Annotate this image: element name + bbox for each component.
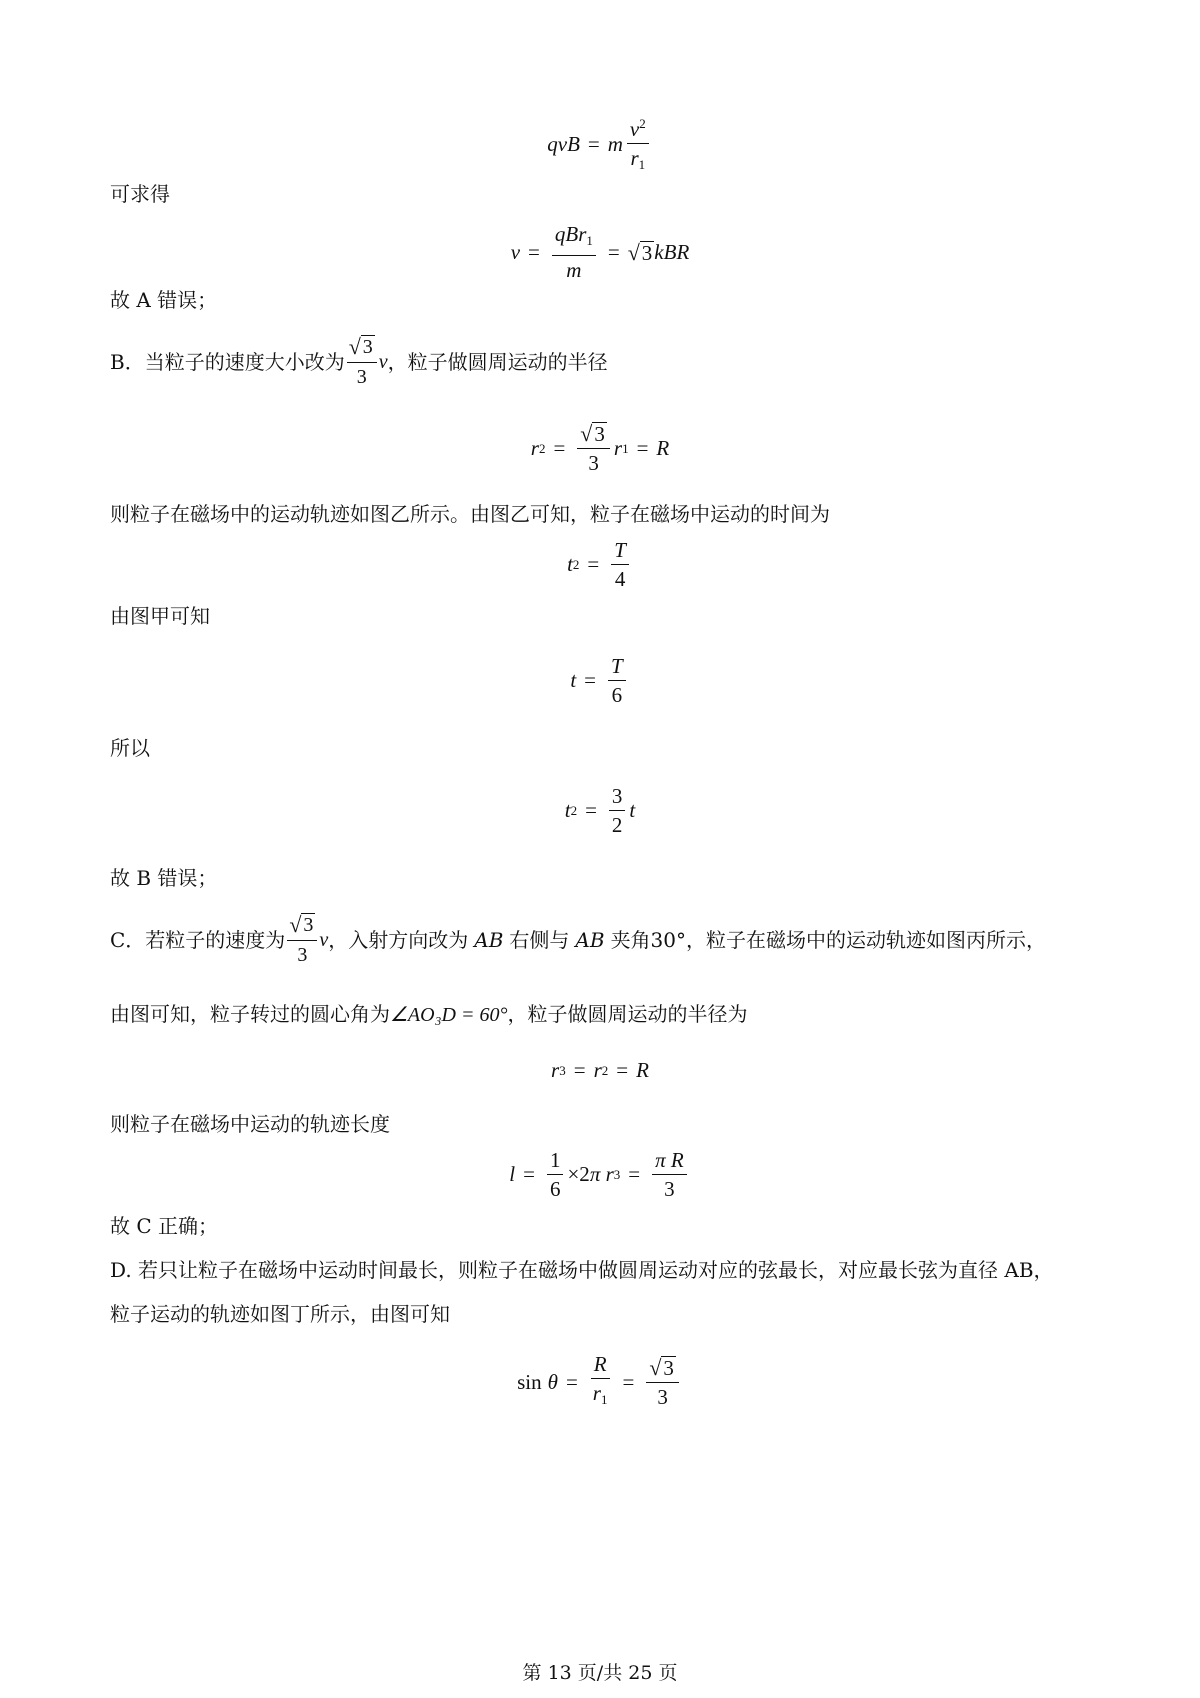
- equation-arc-length: l = $\frac{1}{6}$ ×2 π r 3 = $\frac{\text{π R}}{3}$: [0, 1148, 1200, 1201]
- text-option-c-part1: C．若粒子的速度为: [110, 928, 286, 952]
- text-arc-length: 则粒子在磁场中运动的轨迹长度: [110, 1112, 390, 1136]
- equation-r2: r 2 = √ 3 3 r 1 = R: [530, 421, 670, 475]
- text-option-c-part3: 右侧与: [509, 928, 570, 952]
- text-option-d: D. 若只让粒子在磁场中运动时间最长，则粒子在磁场中做圆周运动对应的弦最长，对应最长弦为直径 AB，: [110, 1258, 1054, 1282]
- text-central-angle-part1: 由图可知，粒子转过的圆心角为: [110, 1002, 390, 1026]
- equation-velocity: v = $\frac{qBr_1}{m}$ = √ 3 kBR: [510, 222, 690, 282]
- text-figure-b: 则粒子在磁场中的运动轨迹如图乙所示。由图乙可知，粒子在磁场中运动的时间为: [110, 502, 830, 526]
- text-figure-d: 粒子运动的轨迹如图丁所示，由图可知: [110, 1302, 450, 1326]
- text-option-b: B．当粒子的速度大小改为 √ 3 3 v ，粒子做圆周运动的半径: [110, 332, 608, 392]
- symbol-ab-2: AB: [575, 928, 605, 952]
- text-option-b-part1: B．当粒子的速度大小改为: [110, 350, 345, 374]
- equation-r3: r 3 = r 2 = R: [551, 1058, 649, 1082]
- text-option-b-part2: ，粒子做圆周运动的半径: [387, 350, 608, 374]
- equation-t2-ratio: t 2 = $\frac{3}{2}$ t: [564, 784, 636, 837]
- symbol-ab: AB: [474, 928, 504, 952]
- equation-lorentz-force: qvB = m $\frac{v^2}{r_1}$: [0, 112, 1200, 177]
- text-c-correct: 故 C 正确；: [110, 1214, 219, 1238]
- fraction-sqrt3-over-3-c: √ 3 3: [287, 913, 317, 967]
- text-b-wrong: 故 B 错误；: [110, 866, 218, 890]
- fraction-sqrt3-over-3: √ 3 3: [347, 335, 377, 389]
- equation-t: t = $\frac{T}{6}$: [0, 654, 1200, 707]
- text-therefore: 所以: [110, 736, 150, 760]
- text-solve: 可求得: [110, 182, 170, 206]
- symbol-angle: ∠AO₃D = 60°: [390, 1004, 508, 1026]
- equation-t2: t 2 = $\frac{T}{4}$: [0, 538, 1200, 591]
- text-figure-a: 由图甲可知: [110, 604, 210, 628]
- text-option-c-part4: 夹角30°，粒子在磁场中的运动轨迹如图丙所示，: [610, 928, 1047, 952]
- text-option-c-part2: ，入射方向改为: [328, 928, 469, 952]
- text-option-c: C．若粒子的速度为 √ 3 3 v ，入射方向改为 AB 右侧与 AB 夹角30°，粒子在磁场中的运动轨迹如图丙所示，: [110, 910, 1046, 970]
- page-footer: 第 13 页/共 25 页: [522, 1662, 678, 1684]
- equation-sin-theta: sin θ = $\frac{R}{r_1}$ = √ 3 3: [0, 1352, 1200, 1412]
- text-a-wrong: 故 A 错误；: [110, 288, 218, 312]
- text-central-angle-part2: ，粒子做圆周运动的半径为: [507, 1002, 748, 1026]
- text-central-angle: [110, 1000, 747, 1029]
